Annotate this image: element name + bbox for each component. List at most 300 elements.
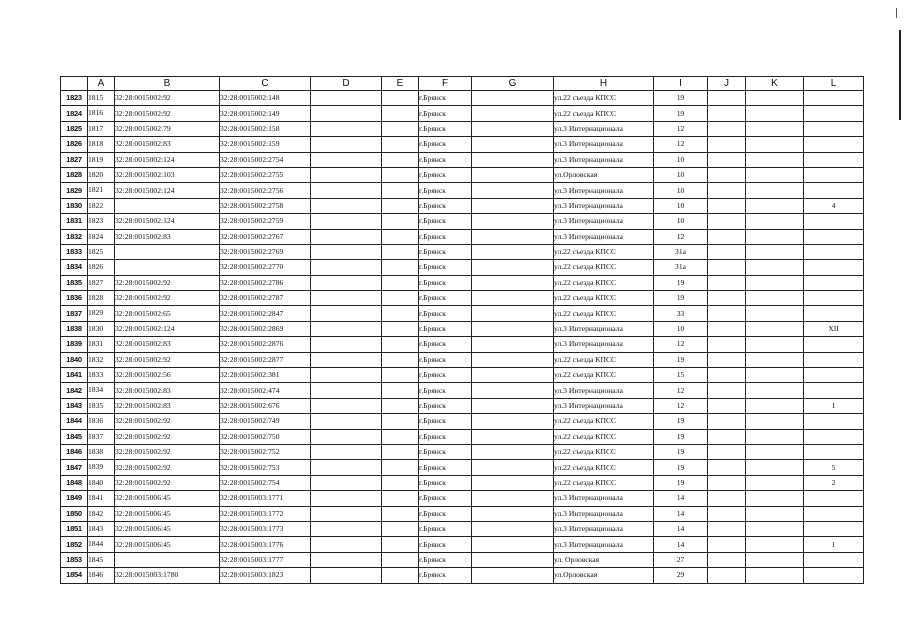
- cell-l[interactable]: XII: [804, 321, 864, 336]
- cell-j[interactable]: [708, 337, 746, 352]
- cell-a[interactable]: 1832: [88, 352, 115, 367]
- cell-a[interactable]: 1824: [88, 229, 115, 244]
- column-header-i[interactable]: I: [654, 77, 708, 91]
- cell-f[interactable]: г.Брянск: [419, 368, 472, 383]
- cell-e[interactable]: [382, 506, 419, 521]
- cell-d[interactable]: [311, 521, 382, 536]
- row-header[interactable]: 1827: [61, 152, 88, 167]
- cell-d[interactable]: [311, 537, 382, 552]
- cell-d[interactable]: [311, 368, 382, 383]
- cell-f[interactable]: г.Брянск: [419, 444, 472, 459]
- cell-l[interactable]: [804, 91, 864, 106]
- cell-f[interactable]: г.Брянск: [419, 429, 472, 444]
- cell-k[interactable]: [746, 183, 804, 198]
- cell-g[interactable]: [472, 321, 554, 336]
- cell-c[interactable]: 32:28:0015002:2754: [220, 152, 311, 167]
- cell-h[interactable]: ул.3 Интернационала: [554, 521, 654, 536]
- cell-g[interactable]: [472, 460, 554, 475]
- cell-k[interactable]: [746, 260, 804, 275]
- cell-k[interactable]: [746, 552, 804, 567]
- cell-c[interactable]: 32:28:0015002:2755: [220, 167, 311, 182]
- cell-i[interactable]: 14: [654, 537, 708, 552]
- cell-c[interactable]: 32:28:0015003:1773: [220, 521, 311, 536]
- cell-b[interactable]: 32:28:0015002:83: [115, 229, 220, 244]
- cell-k[interactable]: [746, 291, 804, 306]
- row-header[interactable]: 1837: [61, 306, 88, 321]
- cell-c[interactable]: 32:28:0015003:1771: [220, 491, 311, 506]
- cell-h[interactable]: ул.3 Интернационала: [554, 383, 654, 398]
- cell-e[interactable]: [382, 291, 419, 306]
- cell-d[interactable]: [311, 152, 382, 167]
- cell-h[interactable]: ул.22 съезда КПСС: [554, 414, 654, 429]
- cell-b[interactable]: 32:28:0015002:92: [115, 429, 220, 444]
- cell-i[interactable]: 14: [654, 521, 708, 536]
- cell-b[interactable]: 32:28:0015002:124: [115, 183, 220, 198]
- column-header-l[interactable]: L: [804, 77, 864, 91]
- row-header[interactable]: 1823: [61, 91, 88, 106]
- cell-f[interactable]: г.Брянск: [419, 337, 472, 352]
- cell-g[interactable]: [472, 521, 554, 536]
- column-header-j[interactable]: J: [708, 77, 746, 91]
- cell-c[interactable]: 32:28:0015002:2756: [220, 183, 311, 198]
- cell-l[interactable]: [804, 521, 864, 536]
- cell-j[interactable]: [708, 198, 746, 213]
- row-header[interactable]: 1840: [61, 352, 88, 367]
- cell-k[interactable]: [746, 214, 804, 229]
- cell-f[interactable]: г.Брянск: [419, 106, 472, 121]
- cell-e[interactable]: [382, 383, 419, 398]
- cell-k[interactable]: [746, 306, 804, 321]
- cell-k[interactable]: [746, 337, 804, 352]
- cell-a[interactable]: 1820: [88, 167, 115, 182]
- cell-i[interactable]: 10: [654, 152, 708, 167]
- row-header[interactable]: 1847: [61, 460, 88, 475]
- cell-h[interactable]: ул.3 Интернационала: [554, 198, 654, 213]
- cell-c[interactable]: 32:28:0015002:381: [220, 368, 311, 383]
- cell-b[interactable]: 32:28:0015002:83: [115, 137, 220, 152]
- cell-e[interactable]: [382, 552, 419, 567]
- cell-k[interactable]: [746, 198, 804, 213]
- cell-j[interactable]: [708, 552, 746, 567]
- cell-k[interactable]: [746, 321, 804, 336]
- cell-k[interactable]: [746, 275, 804, 290]
- cell-j[interactable]: [708, 137, 746, 152]
- cell-h[interactable]: ул.3 Интернационала: [554, 229, 654, 244]
- cell-j[interactable]: [708, 106, 746, 121]
- cell-i[interactable]: 33: [654, 306, 708, 321]
- cell-l[interactable]: [804, 444, 864, 459]
- cell-i[interactable]: 10: [654, 214, 708, 229]
- cell-b[interactable]: 32:28:0015002:92: [115, 275, 220, 290]
- cell-a[interactable]: 1846: [88, 568, 115, 583]
- cell-k[interactable]: [746, 537, 804, 552]
- row-header[interactable]: 1848: [61, 475, 88, 490]
- cell-f[interactable]: г.Брянск: [419, 414, 472, 429]
- cell-b[interactable]: 32:28:0015002:83: [115, 337, 220, 352]
- cell-e[interactable]: [382, 214, 419, 229]
- cell-l[interactable]: [804, 383, 864, 398]
- cell-f[interactable]: г.Брянск: [419, 260, 472, 275]
- cell-a[interactable]: 1841: [88, 491, 115, 506]
- cell-c[interactable]: 32:28:0015002:752: [220, 444, 311, 459]
- cell-f[interactable]: г.Брянск: [419, 568, 472, 583]
- cell-i[interactable]: 31а: [654, 260, 708, 275]
- cell-f[interactable]: г.Брянск: [419, 552, 472, 567]
- cell-e[interactable]: [382, 460, 419, 475]
- cell-h[interactable]: ул.3 Интернационала: [554, 121, 654, 136]
- cell-f[interactable]: г.Брянск: [419, 152, 472, 167]
- cell-e[interactable]: [382, 537, 419, 552]
- row-header[interactable]: 1838: [61, 321, 88, 336]
- cell-l[interactable]: [804, 260, 864, 275]
- cell-c[interactable]: 32:28:0015002:2876: [220, 337, 311, 352]
- cell-b[interactable]: [115, 198, 220, 213]
- cell-b[interactable]: 32:28:0015002:79: [115, 121, 220, 136]
- cell-d[interactable]: [311, 198, 382, 213]
- cell-d[interactable]: [311, 414, 382, 429]
- cell-i[interactable]: 12: [654, 229, 708, 244]
- cell-j[interactable]: [708, 291, 746, 306]
- cell-j[interactable]: [708, 229, 746, 244]
- cell-b[interactable]: 32:28:0015002:92: [115, 475, 220, 490]
- cell-g[interactable]: [472, 429, 554, 444]
- cell-i[interactable]: 31а: [654, 244, 708, 259]
- cell-e[interactable]: [382, 152, 419, 167]
- row-header[interactable]: 1842: [61, 383, 88, 398]
- cell-c[interactable]: 32:28:0015002:2786: [220, 275, 311, 290]
- cell-e[interactable]: [382, 306, 419, 321]
- cell-f[interactable]: г.Брянск: [419, 121, 472, 136]
- cell-j[interactable]: [708, 152, 746, 167]
- cell-j[interactable]: [708, 444, 746, 459]
- cell-k[interactable]: [746, 91, 804, 106]
- cell-l[interactable]: 1: [804, 537, 864, 552]
- cell-a[interactable]: 1838: [88, 444, 115, 459]
- cell-h[interactable]: ул.22 съезда КПСС: [554, 460, 654, 475]
- cell-l[interactable]: I: [804, 398, 864, 413]
- cell-l[interactable]: [804, 306, 864, 321]
- cell-i[interactable]: 10: [654, 198, 708, 213]
- cell-h[interactable]: ул.3 Интернационала: [554, 321, 654, 336]
- cell-j[interactable]: [708, 167, 746, 182]
- cell-i[interactable]: 12: [654, 121, 708, 136]
- cell-g[interactable]: [472, 275, 554, 290]
- cell-h[interactable]: ул.3 Интернационала: [554, 183, 654, 198]
- cell-f[interactable]: г.Брянск: [419, 275, 472, 290]
- cell-i[interactable]: 10: [654, 167, 708, 182]
- cell-d[interactable]: [311, 352, 382, 367]
- cell-j[interactable]: [708, 429, 746, 444]
- cell-k[interactable]: [746, 429, 804, 444]
- cell-j[interactable]: [708, 260, 746, 275]
- cell-j[interactable]: [708, 506, 746, 521]
- cell-e[interactable]: [382, 368, 419, 383]
- cell-g[interactable]: [472, 183, 554, 198]
- cell-g[interactable]: [472, 137, 554, 152]
- cell-a[interactable]: 1831: [88, 337, 115, 352]
- cell-b[interactable]: 32:28:0015003:1780: [115, 568, 220, 583]
- cell-a[interactable]: 1843: [88, 521, 115, 536]
- cell-h[interactable]: ул.22 съезда КПСС: [554, 106, 654, 121]
- cell-e[interactable]: [382, 106, 419, 121]
- cell-g[interactable]: [472, 229, 554, 244]
- cell-f[interactable]: г.Брянск: [419, 491, 472, 506]
- cell-b[interactable]: 32:28:0015002:124: [115, 214, 220, 229]
- cell-d[interactable]: [311, 106, 382, 121]
- row-header[interactable]: 1834: [61, 260, 88, 275]
- cell-h[interactable]: ул.3 Интернационала: [554, 537, 654, 552]
- cell-a[interactable]: 1839: [88, 460, 115, 475]
- cell-l[interactable]: [804, 183, 864, 198]
- cell-k[interactable]: [746, 368, 804, 383]
- cell-l[interactable]: [804, 552, 864, 567]
- cell-l[interactable]: [804, 137, 864, 152]
- cell-b[interactable]: 32:28:0015006:45: [115, 506, 220, 521]
- cell-f[interactable]: г.Брянск: [419, 91, 472, 106]
- cell-e[interactable]: [382, 444, 419, 459]
- row-header[interactable]: 1846: [61, 444, 88, 459]
- column-header-b[interactable]: B: [115, 77, 220, 91]
- cell-f[interactable]: г.Брянск: [419, 506, 472, 521]
- cell-b[interactable]: 32:28:0015002:92: [115, 414, 220, 429]
- cell-h[interactable]: ул.22 съезда КПСС: [554, 475, 654, 490]
- row-header[interactable]: 1843: [61, 398, 88, 413]
- cell-j[interactable]: [708, 91, 746, 106]
- cell-c[interactable]: 32:28:0015002:2770: [220, 260, 311, 275]
- cell-a[interactable]: 1845: [88, 552, 115, 567]
- cell-b[interactable]: 32:28:0015002:92: [115, 460, 220, 475]
- cell-b[interactable]: 32:28:0015002:83: [115, 383, 220, 398]
- cell-f[interactable]: г.Брянск: [419, 167, 472, 182]
- cell-l[interactable]: [804, 244, 864, 259]
- cell-k[interactable]: [746, 167, 804, 182]
- cell-e[interactable]: [382, 121, 419, 136]
- cell-l[interactable]: [804, 152, 864, 167]
- cell-g[interactable]: [472, 552, 554, 567]
- cell-i[interactable]: 12: [654, 137, 708, 152]
- cell-i[interactable]: 19: [654, 460, 708, 475]
- cell-j[interactable]: [708, 383, 746, 398]
- cell-c[interactable]: 32:28:0015002:159: [220, 137, 311, 152]
- cell-b[interactable]: [115, 244, 220, 259]
- cell-d[interactable]: [311, 444, 382, 459]
- cell-g[interactable]: [472, 537, 554, 552]
- cell-l[interactable]: [804, 291, 864, 306]
- cell-l[interactable]: [804, 214, 864, 229]
- cell-b[interactable]: 32:28:0015006:45: [115, 491, 220, 506]
- cell-i[interactable]: 12: [654, 398, 708, 413]
- cell-j[interactable]: [708, 321, 746, 336]
- cell-a[interactable]: 1821: [88, 183, 115, 198]
- cell-a[interactable]: 1828: [88, 291, 115, 306]
- row-header[interactable]: 1841: [61, 368, 88, 383]
- cell-i[interactable]: 29: [654, 568, 708, 583]
- cell-d[interactable]: [311, 321, 382, 336]
- cell-l[interactable]: [804, 491, 864, 506]
- cell-i[interactable]: 19: [654, 91, 708, 106]
- cell-e[interactable]: [382, 429, 419, 444]
- cell-h[interactable]: ул.22 съезда КПСС: [554, 244, 654, 259]
- cell-c[interactable]: 32:28:0015003:1777: [220, 552, 311, 567]
- cell-l[interactable]: [804, 352, 864, 367]
- cell-a[interactable]: 1835: [88, 398, 115, 413]
- cell-e[interactable]: [382, 183, 419, 198]
- cell-d[interactable]: [311, 383, 382, 398]
- cell-l[interactable]: 4: [804, 198, 864, 213]
- cell-g[interactable]: [472, 306, 554, 321]
- cell-b[interactable]: [115, 260, 220, 275]
- cell-b[interactable]: 32:28:0015006:45: [115, 521, 220, 536]
- cell-a[interactable]: 1822: [88, 198, 115, 213]
- row-header[interactable]: 1833: [61, 244, 88, 259]
- cell-j[interactable]: [708, 214, 746, 229]
- cell-a[interactable]: 1825: [88, 244, 115, 259]
- cell-a[interactable]: 1826: [88, 260, 115, 275]
- cell-c[interactable]: 32:28:0015003:1776: [220, 537, 311, 552]
- cell-l[interactable]: [804, 429, 864, 444]
- cell-k[interactable]: [746, 460, 804, 475]
- cell-k[interactable]: [746, 244, 804, 259]
- cell-j[interactable]: [708, 521, 746, 536]
- cell-k[interactable]: [746, 383, 804, 398]
- cell-h[interactable]: ул.22 съезда КПСС: [554, 91, 654, 106]
- corner-cell[interactable]: [61, 77, 88, 91]
- column-header-g[interactable]: G: [472, 77, 554, 91]
- cell-l[interactable]: [804, 414, 864, 429]
- cell-g[interactable]: [472, 214, 554, 229]
- cell-b[interactable]: 32:28:0015002:65: [115, 306, 220, 321]
- cell-k[interactable]: [746, 475, 804, 490]
- cell-e[interactable]: [382, 198, 419, 213]
- cell-i[interactable]: 12: [654, 337, 708, 352]
- cell-d[interactable]: [311, 244, 382, 259]
- cell-c[interactable]: 32:28:0015002:2787: [220, 291, 311, 306]
- cell-c[interactable]: 32:28:0015002:158: [220, 121, 311, 136]
- cell-d[interactable]: [311, 214, 382, 229]
- cell-b[interactable]: 32:28:0015002:92: [115, 91, 220, 106]
- cell-j[interactable]: [708, 460, 746, 475]
- cell-d[interactable]: [311, 306, 382, 321]
- cell-h[interactable]: ул. Орловская: [554, 552, 654, 567]
- row-header[interactable]: 1849: [61, 491, 88, 506]
- cell-c[interactable]: 32:28:0015002:754: [220, 475, 311, 490]
- cell-b[interactable]: 32:28:0015002:124: [115, 152, 220, 167]
- cell-d[interactable]: [311, 460, 382, 475]
- column-header-d[interactable]: D: [311, 77, 382, 91]
- cell-d[interactable]: [311, 183, 382, 198]
- cell-g[interactable]: [472, 398, 554, 413]
- cell-f[interactable]: г.Брянск: [419, 537, 472, 552]
- cell-a[interactable]: 1834: [88, 383, 115, 398]
- cell-j[interactable]: [708, 568, 746, 583]
- cell-a[interactable]: 1829: [88, 306, 115, 321]
- cell-i[interactable]: 10: [654, 183, 708, 198]
- cell-f[interactable]: г.Брянск: [419, 460, 472, 475]
- cell-g[interactable]: [472, 121, 554, 136]
- cell-g[interactable]: [472, 568, 554, 583]
- cell-e[interactable]: [382, 414, 419, 429]
- cell-h[interactable]: ул.3 Интернационала: [554, 491, 654, 506]
- cell-e[interactable]: [382, 352, 419, 367]
- row-header[interactable]: 1825: [61, 121, 88, 136]
- cell-g[interactable]: [472, 368, 554, 383]
- cell-g[interactable]: [472, 91, 554, 106]
- cell-c[interactable]: 32:28:0015003:1823: [220, 568, 311, 583]
- cell-l[interactable]: 5: [804, 460, 864, 475]
- row-header[interactable]: 1835: [61, 275, 88, 290]
- cell-l[interactable]: [804, 121, 864, 136]
- cell-e[interactable]: [382, 321, 419, 336]
- cell-j[interactable]: [708, 275, 746, 290]
- cell-k[interactable]: [746, 121, 804, 136]
- cell-g[interactable]: [472, 383, 554, 398]
- cell-c[interactable]: 32:28:0015002:474: [220, 383, 311, 398]
- cell-l[interactable]: [804, 229, 864, 244]
- cell-e[interactable]: [382, 275, 419, 290]
- cell-d[interactable]: [311, 552, 382, 567]
- cell-c[interactable]: 32:28:0015002:2869: [220, 321, 311, 336]
- row-header[interactable]: 1852: [61, 537, 88, 552]
- cell-c[interactable]: 32:28:0015002:148: [220, 91, 311, 106]
- cell-h[interactable]: ул.22 съезда КПСС: [554, 306, 654, 321]
- row-header[interactable]: 1830: [61, 198, 88, 213]
- cell-k[interactable]: [746, 568, 804, 583]
- cell-d[interactable]: [311, 429, 382, 444]
- cell-d[interactable]: [311, 229, 382, 244]
- cell-f[interactable]: г.Брянск: [419, 137, 472, 152]
- cell-j[interactable]: [708, 414, 746, 429]
- cell-h[interactable]: ул.3 Интернационала: [554, 337, 654, 352]
- cell-a[interactable]: 1815: [88, 91, 115, 106]
- row-header[interactable]: 1832: [61, 229, 88, 244]
- cell-j[interactable]: [708, 183, 746, 198]
- cell-h[interactable]: ул.22 съезда КПСС: [554, 260, 654, 275]
- cell-i[interactable]: 10: [654, 321, 708, 336]
- cell-e[interactable]: [382, 521, 419, 536]
- cell-j[interactable]: [708, 121, 746, 136]
- cell-k[interactable]: [746, 414, 804, 429]
- cell-i[interactable]: 19: [654, 475, 708, 490]
- cell-a[interactable]: 1818: [88, 137, 115, 152]
- cell-h[interactable]: ул.3 Интернационала: [554, 214, 654, 229]
- cell-g[interactable]: [472, 244, 554, 259]
- cell-i[interactable]: 14: [654, 506, 708, 521]
- cell-k[interactable]: [746, 106, 804, 121]
- row-header[interactable]: 1836: [61, 291, 88, 306]
- cell-a[interactable]: 1836: [88, 414, 115, 429]
- cell-a[interactable]: 1816: [88, 106, 115, 121]
- cell-c[interactable]: 32:28:0015003:1772: [220, 506, 311, 521]
- cell-e[interactable]: [382, 167, 419, 182]
- cell-i[interactable]: 15: [654, 368, 708, 383]
- cell-h[interactable]: ул.Орловская: [554, 568, 654, 583]
- column-header-e[interactable]: E: [382, 77, 419, 91]
- cell-h[interactable]: ул.3 Интернационала: [554, 398, 654, 413]
- cell-f[interactable]: г.Брянск: [419, 352, 472, 367]
- cell-e[interactable]: [382, 229, 419, 244]
- cell-f[interactable]: г.Брянск: [419, 214, 472, 229]
- cell-k[interactable]: [746, 444, 804, 459]
- cell-g[interactable]: [472, 198, 554, 213]
- cell-f[interactable]: г.Брянск: [419, 321, 472, 336]
- cell-e[interactable]: [382, 244, 419, 259]
- cell-i[interactable]: 19: [654, 414, 708, 429]
- cell-j[interactable]: [708, 352, 746, 367]
- cell-f[interactable]: г.Брянск: [419, 291, 472, 306]
- cell-b[interactable]: 32:28:0015002:92: [115, 444, 220, 459]
- cell-f[interactable]: г.Брянск: [419, 521, 472, 536]
- cell-d[interactable]: [311, 506, 382, 521]
